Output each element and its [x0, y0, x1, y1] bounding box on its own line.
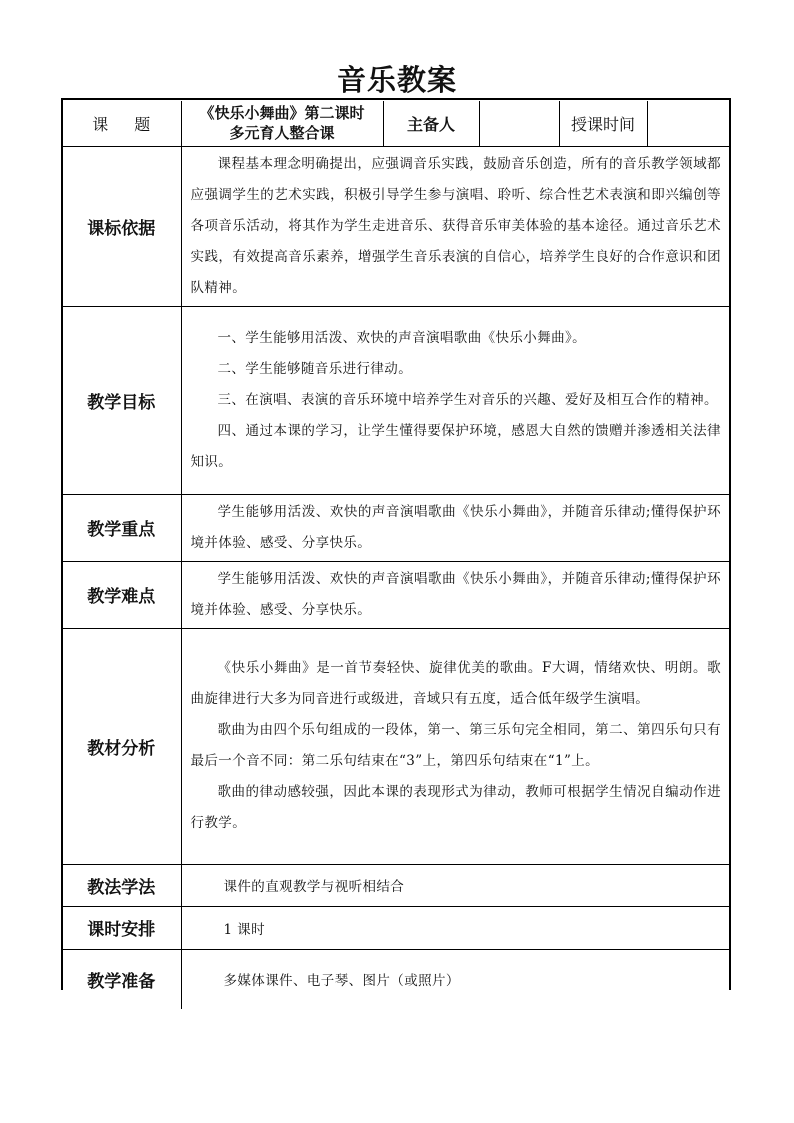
- schedule-value: 1 课时: [181, 906, 729, 949]
- objectives-label: 教学目标: [62, 306, 181, 494]
- analysis-row: [62, 628, 729, 864]
- objective-item: 三、在演唱、表演的音乐环境中培养学生对音乐的兴趣、爱好及相互合作的精神。: [217, 391, 718, 408]
- standard-label: 课标依据: [62, 146, 181, 306]
- objective-item: 二、学生能够随音乐进行律动。: [217, 360, 413, 377]
- preparation-value: 多媒体课件、电子琴、图片（或照片）: [181, 949, 729, 1009]
- course-title-line1: 《快乐小舞曲》第二课时: [199, 104, 365, 123]
- analysis-label: 教材分析: [62, 628, 181, 864]
- analysis-paragraph: 《快乐小舞曲》是一首节奏轻快、旋律优美的歌曲。F大调，情绪欢快、明朗。歌曲旋律进行大多为同音进行或级进，音域只有五度，适合低年级学生演唱。: [190, 660, 721, 707]
- preparation-label: 教学准备: [62, 949, 181, 1009]
- difficulties-label: 教学难点: [62, 561, 181, 628]
- preparer-label: 主备人: [383, 101, 479, 146]
- key-points-row: [62, 494, 729, 561]
- course-title-cell: [181, 101, 383, 146]
- teaching-time-label: 授课时间: [559, 101, 647, 146]
- teaching-time-value: [647, 101, 729, 146]
- difficulties-content: [181, 561, 729, 628]
- topic-label-cell: [62, 101, 181, 146]
- objective-item: 一、学生能够用活泼、欢快的声音演唱歌曲《快乐小舞曲》。: [217, 329, 587, 346]
- analysis-paragraph: 歌曲为由四个乐句组成的一段体，第一、第三乐句完全相同，第二、第四乐句只有最后一个音不同：第二乐句结束在“3”上，第四乐句结束在“1”上。: [190, 722, 721, 769]
- course-title-line2: 多元育人整合课: [229, 124, 335, 143]
- topic-label: 课题: [92, 114, 177, 134]
- analysis-content: [181, 628, 729, 864]
- methods-row: [62, 864, 729, 906]
- difficulties-paragraph: 学生能够用活泼、欢快的声音演唱歌曲《快乐小舞曲》，并随音乐律动;懂得保护环境并体验、感受、分享快乐。: [190, 570, 721, 618]
- schedule-label: 课时安排: [62, 906, 181, 949]
- objective-item: 四、通过本课的学习，让学生懂得要保护环境，感恩大自然的馈赠并渗透相关法律知识。: [190, 422, 721, 470]
- analysis-paragraph: 歌曲的律动感较强，因此本课的表现形式为律动，教师可根据学生情况自编动作进行教学。: [190, 784, 721, 831]
- key-points-content: [181, 494, 729, 561]
- methods-value: 课件的直观教学与视听相结合: [181, 864, 729, 906]
- lesson-plan-table: [62, 101, 729, 1009]
- preparer-value: [479, 101, 559, 146]
- objectives-row: [62, 306, 729, 494]
- objectives-content: [181, 306, 729, 494]
- standard-row: [62, 146, 729, 306]
- standard-content: [181, 146, 729, 306]
- header-row: [62, 101, 729, 146]
- methods-label: 教法学法: [62, 864, 181, 906]
- key-points-label: 教学重点: [62, 494, 181, 561]
- schedule-row: [62, 906, 729, 949]
- document-title: 音乐教案: [336, 63, 457, 97]
- standard-paragraph: 课程基本理念明确提出，应强调音乐实践，鼓励音乐创造，所有的音乐教学领域都应强调学生的艺术实践，积极引导学生参与演唱、聆听、综合性艺术表演和即兴编创等各项音乐活动，将其作为学生走进音乐、获得音乐审美体验的基本途径。通过音乐艺术实践，有效提高音乐素养，增强学生音乐表演的自信心，培养学生良好的合作意识和团队精神。: [190, 155, 721, 296]
- preparation-row: [62, 949, 729, 1009]
- difficulties-row: [62, 561, 729, 628]
- key-points-paragraph: 学生能够用活泼、欢快的声音演唱歌曲《快乐小舞曲》，并随音乐律动;懂得保护环境并体验、感受、分享快乐。: [190, 503, 721, 551]
